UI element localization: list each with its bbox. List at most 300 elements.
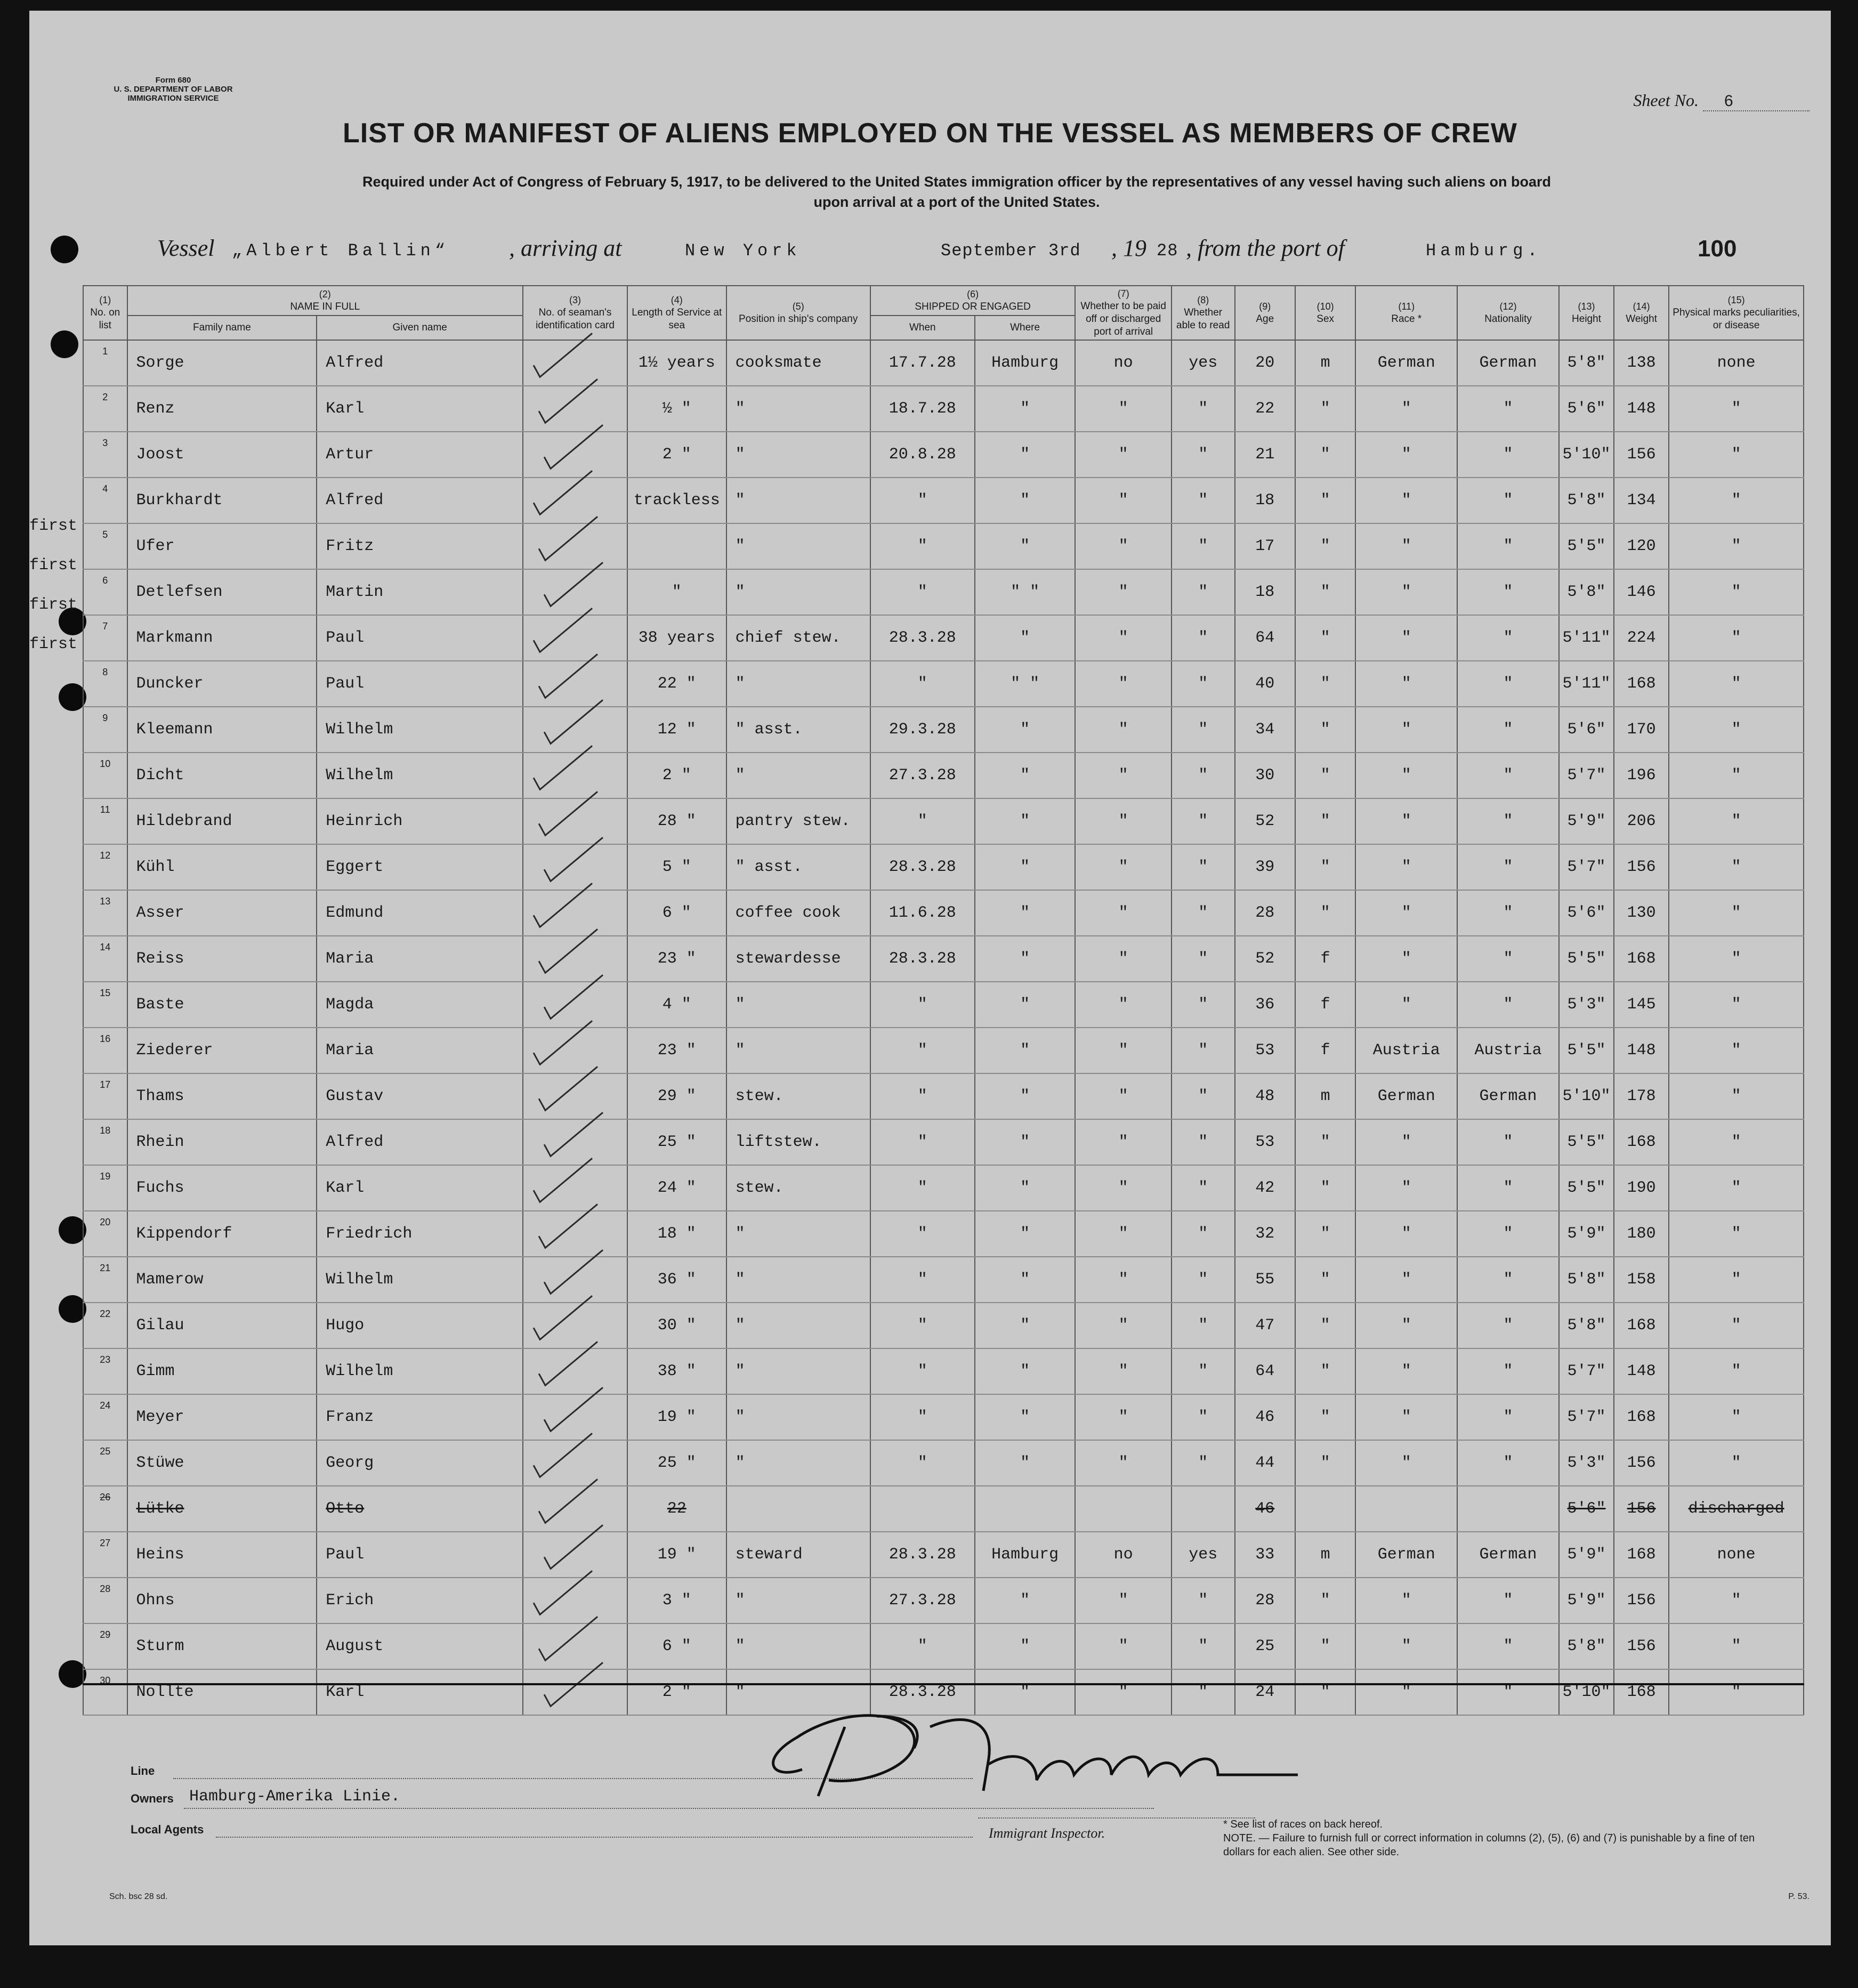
cell-position: " [726, 1303, 870, 1348]
cell-paid-off: " [1075, 1669, 1171, 1715]
from-port: Hamburg. [1426, 241, 1542, 261]
cell-given-name: Wilhelm [317, 1348, 523, 1394]
cell-position: " [726, 569, 870, 615]
cell-row-number: 22 [83, 1303, 127, 1348]
cell-race: " [1355, 661, 1457, 707]
cell-shipped-when: 11.6.28 [870, 890, 975, 936]
cell-service-length: 19 " [627, 1532, 726, 1578]
cell-family-name: Mamerow [127, 1257, 317, 1303]
cell-race: " [1355, 569, 1457, 615]
cell-able-to-read: " [1172, 661, 1235, 707]
cell-height: 5'9" [1559, 1532, 1614, 1578]
printer-code: Sch. bsc 28 sd. [109, 1892, 168, 1901]
cell-nationality: " [1457, 1348, 1559, 1394]
cell-shipped-where: " [975, 1303, 1076, 1348]
cell-physical-marks: " [1669, 798, 1804, 844]
cell-position: chief stew. [726, 615, 870, 661]
check-mark [539, 1204, 597, 1248]
cell-paid-off: " [1075, 1303, 1171, 1348]
cell-service-length: 28 " [627, 798, 726, 844]
col-weight-header: (14) Weight [1614, 286, 1669, 340]
cell-given-name: Eggert [317, 844, 523, 890]
line-label: Line [131, 1764, 155, 1777]
cell-nationality: " [1457, 707, 1559, 753]
cell-service-length: trackless [627, 478, 726, 523]
cell-weight: 148 [1614, 1348, 1669, 1394]
cell-sex: " [1295, 844, 1355, 890]
cell-family-name: Meyer [127, 1394, 317, 1440]
cell-nationality: German [1457, 1532, 1559, 1578]
cell-given-name: Fritz [317, 523, 523, 569]
cell-physical-marks: " [1669, 661, 1804, 707]
cell-age: 53 [1235, 1028, 1295, 1073]
cell-row-number: 13 [83, 890, 127, 936]
cell-age: 55 [1235, 1257, 1295, 1303]
cell-row-number: 17 [83, 1073, 127, 1119]
cell-physical-marks: " [1669, 707, 1804, 753]
cell-paid-off: " [1075, 1394, 1171, 1440]
cell-able-to-read: " [1172, 1669, 1235, 1715]
check-mark [534, 1433, 592, 1477]
cell-race: " [1355, 753, 1457, 798]
cell-row-number: 2 [83, 386, 127, 432]
cell-shipped-when: 27.3.28 [870, 753, 975, 798]
cell-paid-off: " [1075, 936, 1171, 982]
cell-service-length: 2 " [627, 432, 726, 478]
cell-age: 42 [1235, 1165, 1295, 1211]
cell-shipped-when: 28.3.28 [870, 1669, 975, 1715]
cell-position: " [726, 1623, 870, 1669]
cell-row-number: 23 [83, 1348, 127, 1394]
service: IMMIGRATION SERVICE [127, 94, 219, 103]
cell-given-name: Edmund [317, 890, 523, 936]
cell-race: " [1355, 890, 1457, 936]
check-mark [544, 1250, 603, 1294]
cell-given-name: Hugo [317, 1303, 523, 1348]
cell-given-name: Otto [317, 1486, 523, 1532]
cell-weight: 158 [1614, 1257, 1669, 1303]
cell-shipped-where: " [975, 707, 1076, 753]
cell-paid-off: " [1075, 844, 1171, 890]
cell-paid-off: " [1075, 523, 1171, 569]
col-when-header: When [870, 316, 975, 340]
margin-note: first [29, 596, 78, 614]
inspector-field [978, 1817, 1255, 1819]
cell-sex: m [1295, 1073, 1355, 1119]
cell-shipped-where: " [975, 523, 1076, 569]
cell-able-to-read: yes [1172, 340, 1235, 386]
cell-family-name: Gilau [127, 1303, 317, 1348]
cell-race: German [1355, 340, 1457, 386]
cell-race: " [1355, 936, 1457, 982]
cell-sex: " [1295, 1669, 1355, 1715]
cell-able-to-read: " [1172, 478, 1235, 523]
cell-nationality: " [1457, 1119, 1559, 1165]
col-paid-header: (7) Whether to be paid off or discharged port of arrival [1075, 286, 1171, 340]
col-service-header: (4) Length of Service at sea [627, 286, 726, 340]
cell-race: " [1355, 1440, 1457, 1486]
cell-height: 5'8" [1559, 478, 1614, 523]
cell-race: " [1355, 1119, 1457, 1165]
check-mark [539, 929, 597, 973]
cell-family-name: Stüwe [127, 1440, 317, 1486]
cell-given-name: August [317, 1623, 523, 1669]
cell-shipped-where: Hamburg [975, 340, 1076, 386]
cell-row-number: 16 [83, 1028, 127, 1073]
from-label: , from the port of [1186, 235, 1345, 261]
cell-weight: 168 [1614, 1669, 1669, 1715]
cell-service-length: 6 " [627, 890, 726, 936]
cell-position: " [726, 432, 870, 478]
vessel-label: Vessel [157, 235, 215, 261]
cell-given-name: Friedrich [317, 1211, 523, 1257]
cell-shipped-when: 28.3.28 [870, 936, 975, 982]
cell-shipped-where: " [975, 798, 1076, 844]
cell-height: 5'5" [1559, 936, 1614, 982]
year: 28 [1157, 241, 1178, 261]
col-family-header: Family name [127, 316, 317, 340]
margin-note: first [29, 556, 78, 575]
cell-physical-marks: " [1669, 1119, 1804, 1165]
cell-weight: 190 [1614, 1165, 1669, 1211]
cell-age: 32 [1235, 1211, 1295, 1257]
cell-age: 18 [1235, 478, 1295, 523]
cell-family-name: Thams [127, 1073, 317, 1119]
cell-family-name: Gimm [127, 1348, 317, 1394]
cell-paid-off: " [1075, 1440, 1171, 1486]
cell-nationality: " [1457, 982, 1559, 1028]
cell-race: " [1355, 1394, 1457, 1440]
cell-race: German [1355, 1073, 1457, 1119]
cell-row-number: 1 [83, 340, 127, 386]
col-nationality-header: (12) Nationality [1457, 286, 1559, 340]
cell-shipped-where: " [975, 1073, 1076, 1119]
cell-able-to-read: " [1172, 1028, 1235, 1073]
cell-weight: 170 [1614, 707, 1669, 753]
local-agents-field [216, 1837, 973, 1838]
cell-row-number: 30 [83, 1669, 127, 1715]
cell-nationality: " [1457, 1578, 1559, 1623]
cell-shipped-where: " " [975, 569, 1076, 615]
cell-service-length: 4 " [627, 982, 726, 1028]
cell-height: 5'9" [1559, 798, 1614, 844]
cell-nationality: " [1457, 432, 1559, 478]
cell-family-name: Burkhardt [127, 478, 317, 523]
check-mark [534, 1158, 592, 1202]
cell-physical-marks: " [1669, 890, 1804, 936]
cell-given-name: Maria [317, 936, 523, 982]
fine-note: NOTE. — Failure to furnish full or correct information in columns (2), (5), (6) and (7) is punishable by a fine of ten dollars for each alien. See other side. [1223, 1832, 1755, 1858]
cell-family-name: Baste [127, 982, 317, 1028]
cell-given-name: Maria [317, 1028, 523, 1073]
cell-height: 5'7" [1559, 1394, 1614, 1440]
cell-paid-off: no [1075, 340, 1171, 386]
col-race-header: (11) Race * [1355, 286, 1457, 340]
year-prefix: , 19 [1111, 235, 1146, 261]
cell-height: 5'6" [1559, 386, 1614, 432]
check-mark [544, 425, 603, 468]
col-name-header: (2) NAME IN FULL [127, 286, 523, 316]
cell-age: 46 [1235, 1394, 1295, 1440]
cell-shipped-when: " [870, 1165, 975, 1211]
cell-row-number: 4 [83, 478, 127, 523]
cell-paid-off: " [1075, 1165, 1171, 1211]
cell-age: 34 [1235, 707, 1295, 753]
cell-race: " [1355, 478, 1457, 523]
cell-sex: " [1295, 1440, 1355, 1486]
cell-able-to-read: " [1172, 982, 1235, 1028]
cell-sex: " [1295, 1303, 1355, 1348]
cell-race: " [1355, 1303, 1457, 1348]
cell-age: 20 [1235, 340, 1295, 386]
cell-weight: 168 [1614, 936, 1669, 982]
check-mark [539, 654, 597, 698]
cell-age: 24 [1235, 1669, 1295, 1715]
col-marks-header: (15) Physical marks peculiarities, or disease [1669, 286, 1804, 340]
cell-position: " [726, 1669, 870, 1715]
cell-shipped-when: " [870, 478, 975, 523]
cell-given-name: Artur [317, 432, 523, 478]
cell-position: " asst. [726, 707, 870, 753]
sheet-label: Sheet No. [1633, 91, 1699, 110]
cell-physical-marks: none [1669, 340, 1804, 386]
cell-age: 53 [1235, 1119, 1295, 1165]
cell-nationality: " [1457, 1623, 1559, 1669]
cell-race: " [1355, 1348, 1457, 1394]
cell-paid-off: " [1075, 1348, 1171, 1394]
cell-race: " [1355, 1211, 1457, 1257]
cell-physical-marks: " [1669, 1165, 1804, 1211]
department: U. S. DEPARTMENT OF LABOR [114, 85, 233, 94]
check-mark [544, 1525, 603, 1569]
cell-nationality: " [1457, 1211, 1559, 1257]
arriving-label: , arriving at [509, 235, 622, 261]
cell-able-to-read: " [1172, 798, 1235, 844]
cell-family-name: Sturm [127, 1623, 317, 1669]
cell-position: steward [726, 1532, 870, 1578]
cell-service-length: 22 " [627, 661, 726, 707]
cell-physical-marks: " [1669, 1394, 1804, 1440]
cell-row-number: 15 [83, 982, 127, 1028]
cell-row-number: 26 [83, 1486, 127, 1532]
cell-service-length: ½ " [627, 386, 726, 432]
cell-shipped-when: " [870, 982, 975, 1028]
cell-service-length: 2 " [627, 753, 726, 798]
cell-nationality: " [1457, 936, 1559, 982]
cell-age: 30 [1235, 753, 1295, 798]
cell-weight: 148 [1614, 386, 1669, 432]
cell-shipped-where: " [975, 432, 1076, 478]
cell-given-name: Heinrich [317, 798, 523, 844]
cell-weight: 130 [1614, 890, 1669, 936]
page-title: LIST OR MANIFEST OF ALIENS EMPLOYED ON THE VESSEL AS MEMBERS OF CREW [343, 118, 1517, 149]
check-mark [539, 1479, 597, 1523]
cell-race: " [1355, 1257, 1457, 1303]
cell-able-to-read: " [1172, 890, 1235, 936]
cell-weight: 168 [1614, 661, 1669, 707]
cell-paid-off: " [1075, 569, 1171, 615]
cell-given-name: Alfred [317, 340, 523, 386]
cell-paid-off: " [1075, 615, 1171, 661]
cell-row-number: 25 [83, 1440, 127, 1486]
cell-nationality: " [1457, 386, 1559, 432]
check-mark [534, 746, 592, 789]
cell-height: 5'5" [1559, 1028, 1614, 1073]
cell-height: 5'8" [1559, 340, 1614, 386]
cell-family-name: Renz [127, 386, 317, 432]
cell-service-length: 1½ years [627, 340, 726, 386]
cell-physical-marks: " [1669, 1578, 1804, 1623]
check-mark [544, 562, 603, 606]
cell-weight: 168 [1614, 1303, 1669, 1348]
cell-physical-marks: " [1669, 844, 1804, 890]
cell-weight: 156 [1614, 432, 1669, 478]
cell-family-name: Asser [127, 890, 317, 936]
cell-service-length: 25 " [627, 1119, 726, 1165]
cell-weight: 156 [1614, 844, 1669, 890]
cell-shipped-where: " [975, 1211, 1076, 1257]
cell-family-name: Fuchs [127, 1165, 317, 1211]
cell-position: stew. [726, 1165, 870, 1211]
cell-shipped-when: " [870, 1211, 975, 1257]
cell-position: " [726, 1348, 870, 1394]
cell-given-name: Georg [317, 1440, 523, 1486]
cell-paid-off: " [1075, 478, 1171, 523]
cell-paid-off: no [1075, 1532, 1171, 1578]
cell-row-number: 3 [83, 432, 127, 478]
cell-physical-marks: " [1669, 478, 1804, 523]
cell-race: " [1355, 1669, 1457, 1715]
cell-row-number: 11 [83, 798, 127, 844]
cell-weight: 206 [1614, 798, 1669, 844]
cell-weight: 120 [1614, 523, 1669, 569]
cell-height: 5'11" [1559, 661, 1614, 707]
cell-given-name: Wilhelm [317, 707, 523, 753]
cell-family-name: Rhein [127, 1119, 317, 1165]
cell-race: German [1355, 1532, 1457, 1578]
cell-nationality: " [1457, 569, 1559, 615]
cell-sex: " [1295, 1257, 1355, 1303]
cell-height: 5'7" [1559, 753, 1614, 798]
cell-sex: " [1295, 386, 1355, 432]
cell-row-number: 8 [83, 661, 127, 707]
cell-able-to-read: " [1172, 615, 1235, 661]
col-where-header: Where [975, 316, 1076, 340]
footnote [1223, 1817, 1783, 1859]
cell-service-length: 24 " [627, 1165, 726, 1211]
cell-given-name: Karl [317, 386, 523, 432]
cell-position: coffee cook [726, 890, 870, 936]
cell-race: Austria [1355, 1028, 1457, 1073]
check-mark [534, 333, 592, 377]
cell-paid-off: " [1075, 798, 1171, 844]
cell-position: " asst. [726, 844, 870, 890]
col-given-header: Given name [317, 316, 523, 340]
cell-sex: " [1295, 1623, 1355, 1669]
cell-nationality: German [1457, 1073, 1559, 1119]
cell-shipped-where: " [975, 386, 1076, 432]
cell-weight: 168 [1614, 1394, 1669, 1440]
cell-given-name: Karl [317, 1669, 523, 1715]
cell-row-number: 21 [83, 1257, 127, 1303]
cell-nationality: " [1457, 1303, 1559, 1348]
check-mark [539, 516, 597, 560]
cell-weight: 156 [1614, 1623, 1669, 1669]
cell-paid-off: " [1075, 890, 1171, 936]
cell-given-name: Wilhelm [317, 753, 523, 798]
cell-service-length: 3 " [627, 1578, 726, 1623]
cell-shipped-where: " [975, 1440, 1076, 1486]
cell-able-to-read: " [1172, 1073, 1235, 1119]
cell-shipped-when: " [870, 661, 975, 707]
cell-height: 5'10" [1559, 432, 1614, 478]
cell-paid-off: " [1075, 1119, 1171, 1165]
cell-race: " [1355, 707, 1457, 753]
cell-physical-marks: " [1669, 982, 1804, 1028]
margin-note: first [29, 635, 78, 653]
cell-age: 64 [1235, 1348, 1295, 1394]
cell-able-to-read: " [1172, 1257, 1235, 1303]
cell-given-name: Alfred [317, 1119, 523, 1165]
owners-value: Hamburg-Amerika Linie. [189, 1788, 401, 1806]
col-card-header: (3) No. of seaman's identification card [523, 286, 627, 340]
cell-service-length: 22 [627, 1486, 726, 1532]
cell-weight: 156 [1614, 1578, 1669, 1623]
cell-age: 44 [1235, 1440, 1295, 1486]
check-mark [544, 1112, 603, 1156]
list-number: 100 [1698, 236, 1737, 262]
cell-shipped-when: 29.3.28 [870, 707, 975, 753]
cell-sex: " [1295, 661, 1355, 707]
cell-service-length: 5 " [627, 844, 726, 890]
cell-paid-off: " [1075, 1257, 1171, 1303]
cell-family-name: Joost [127, 432, 317, 478]
cell-sex: " [1295, 569, 1355, 615]
manifest-sheet [29, 11, 1831, 1945]
cell-row-number: 24 [83, 1394, 127, 1440]
cell-shipped-where: " [975, 1119, 1076, 1165]
cell-physical-marks: " [1669, 569, 1804, 615]
cell-nationality: " [1457, 1165, 1559, 1211]
cell-nationality: " [1457, 1394, 1559, 1440]
cell-able-to-read: " [1172, 386, 1235, 432]
cell-service-length: 19 " [627, 1394, 726, 1440]
cell-given-name: Wilhelm [317, 1257, 523, 1303]
cell-row-number: 6 [83, 569, 127, 615]
cell-able-to-read: " [1172, 1165, 1235, 1211]
cell-nationality: " [1457, 890, 1559, 936]
cell-shipped-where: " [975, 1257, 1076, 1303]
cell-position: " [726, 753, 870, 798]
cell-family-name: Kippendorf [127, 1211, 317, 1257]
cell-shipped-when: 27.3.28 [870, 1578, 975, 1623]
inspector-label: Immigrant Inspector. [989, 1825, 1105, 1841]
check-mark [544, 975, 603, 1019]
cell-height: 5'5" [1559, 1165, 1614, 1211]
cell-sex: " [1295, 1348, 1355, 1394]
cell-family-name: Duncker [127, 661, 317, 707]
cell-age: 39 [1235, 844, 1295, 890]
cell-sex: " [1295, 1211, 1355, 1257]
cell-nationality: " [1457, 753, 1559, 798]
cell-sex: " [1295, 890, 1355, 936]
cell-row-number: 29 [83, 1623, 127, 1669]
cell-race: " [1355, 1623, 1457, 1669]
cell-service-length: 23 " [627, 1028, 726, 1073]
cell-service-length: 29 " [627, 1073, 726, 1119]
cell-row-number: 27 [83, 1532, 127, 1578]
cell-position: " [726, 1578, 870, 1623]
